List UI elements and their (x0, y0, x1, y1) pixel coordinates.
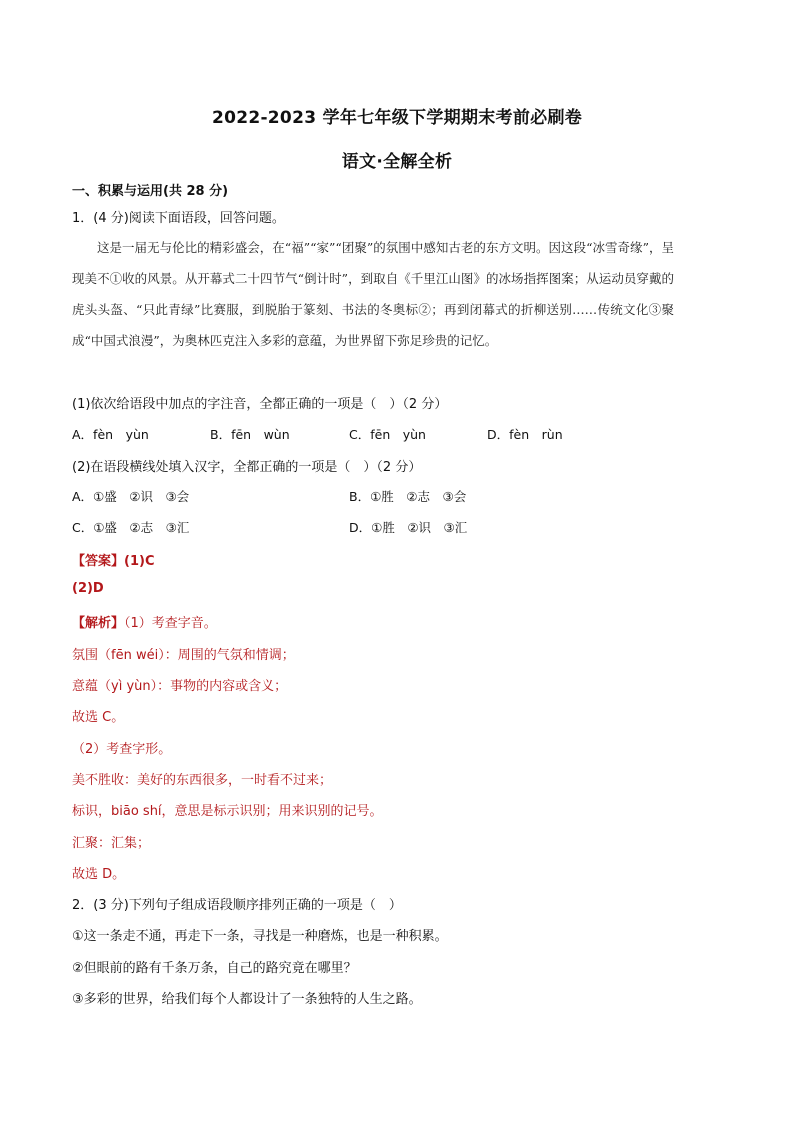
q1-sub2-option-d: D．①胜 ②识 ③汇 (349, 520, 468, 535)
document-subtitle: 语文·全解全析 (341, 152, 453, 172)
analysis-label: 【解析】 (72, 616, 125, 631)
document-title: 2022-2023 学年七年级下学期期末考前必刷卷 (211, 108, 583, 128)
analysis-part-2-heading: （2）考查字形。 (72, 742, 172, 757)
section-heading: 一、积累与运用(共 28 分) (72, 184, 229, 199)
q1-sub1-option-c: C．fēn yùn (349, 427, 426, 442)
analysis-line-5: 标识，biāo shí，意思是标示识别；用来识别的记号。 (72, 804, 383, 819)
question-2-stem: 2．(3 分)下列句子组成语段顺序排列正确的一项是（ ） (72, 898, 402, 913)
answer-part-2: (2)D (72, 581, 104, 596)
q1-sub2-option-c: C．①盛 ②志 ③汇 (72, 520, 190, 535)
analysis-line-2: 意蕴（yì yùn）：事物的内容或含义； (72, 679, 288, 694)
q2-item-2: ②但眼前的路有千条万条，自己的路究竟在哪里？ (72, 961, 357, 976)
analysis-line-4: 美不胜收：美好的东西很多，一时看不过来； (72, 773, 333, 788)
analysis-block (72, 612, 217, 631)
passage-text: 这是一届无与伦比的精彩盛会，在“福”“家”“团聚”的氛围中感知古老的东方文明。因这段“冰雪奇缘”，呈现美不①收的风景。从开幕式二十四节气“倒计时”，到取自《千里江山图》的冰场指挥图案；从运动员穿戴的虎头头盔、“只此青绿”比赛服，到脱胎于篆刻、书法的冬奥标②；再到闭幕式的折柳送别……传统文化③聚成“中国式浪漫”，为奥林匹克注入多彩的意蕴，为世界留下弥足珍贵的记忆。 (72, 240, 674, 348)
question-1-stem: 1．(4 分)阅读下面语段，回答问题。 (72, 211, 285, 226)
q1-sub1-option-d: D．fèn rùn (487, 427, 563, 442)
q1-sub2-option-b: B．①胜 ②志 ③会 (349, 489, 467, 504)
q1-sub1-option-a: A．fèn yùn (72, 427, 149, 442)
q2-item-3: ③多彩的世界，给我们每个人都设计了一条独特的人生之路。 (72, 992, 422, 1007)
answer-block (72, 550, 154, 569)
q1-sub2-option-a: A．①盛 ②识 ③会 (72, 489, 190, 504)
analysis-line-7: 故选 D。 (72, 867, 126, 882)
q2-item-1: ①这一条走不通，再走下一条，寻找是一种磨炼，也是一种积累。 (72, 929, 448, 944)
analysis-line-1: 氛围（fēn wéi）：周围的气氛和情调； (72, 648, 295, 663)
answer-part-1: (1)C (124, 554, 155, 569)
reading-passage (72, 232, 674, 356)
q1-sub1-option-b: B．fēn wùn (210, 427, 290, 442)
analysis-line-3: 故选 C。 (72, 710, 125, 725)
answer-label: 【答案】 (72, 554, 125, 569)
analysis-line-6: 汇聚：汇集； (72, 836, 151, 851)
analysis-part-1-heading: （1）考查字音。 (124, 616, 217, 631)
q1-sub2-stem: (2)在语段横线处填入汉字，全都正确的一项是（ ）（2 分） (72, 460, 422, 475)
q1-sub1-stem: (1)依次给语段中加点的字注音，全都正确的一项是（ ）（2 分） (72, 397, 448, 412)
